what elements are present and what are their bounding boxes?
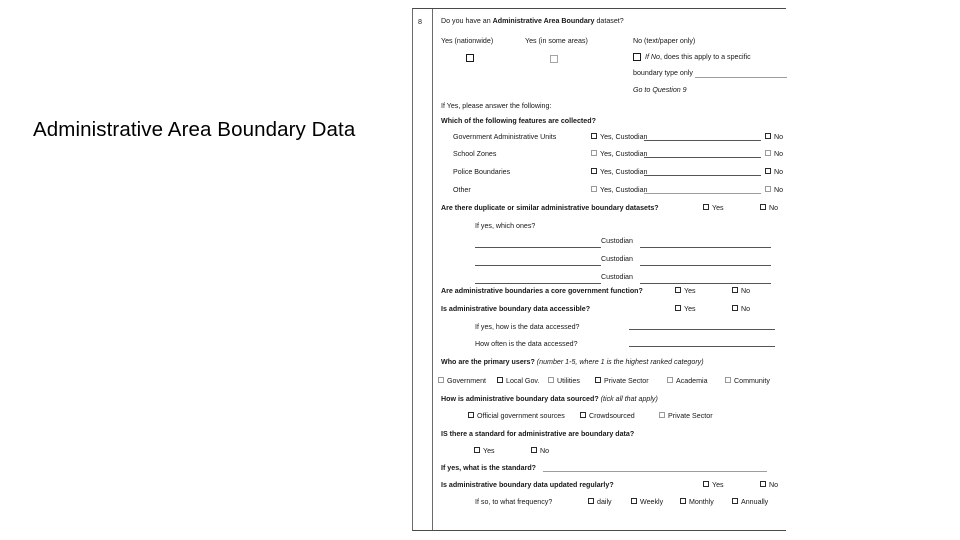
primary-user-label-1: Local Gov. bbox=[506, 377, 540, 385]
feature-label-0: Government Administrative Units bbox=[453, 133, 557, 141]
frequency-checkbox-3[interactable] bbox=[732, 498, 738, 504]
duplicate-name-blank-2[interactable] bbox=[475, 283, 601, 284]
feature-yes-label-2: Yes, Custodian bbox=[600, 168, 648, 176]
frequency-checkbox-0[interactable] bbox=[588, 498, 594, 504]
feature-yes-label-1: Yes, Custodian bbox=[600, 150, 648, 158]
question-heading-bold: Administrative Area Boundary bbox=[492, 17, 595, 25]
duplicate-custodian-label-1: Custodian bbox=[601, 255, 633, 263]
duplicate-custodian-label-0: Custodian bbox=[601, 237, 633, 245]
primary-users-question-note: (number 1-5, where 1 is the highest ranked category) bbox=[536, 358, 704, 366]
frequency-label-1: Weekly bbox=[640, 498, 664, 506]
duplicate-custodian-blank-1[interactable] bbox=[640, 265, 771, 266]
feature-label-3: Other bbox=[453, 186, 471, 194]
duplicates-no-checkbox[interactable] bbox=[760, 204, 766, 210]
how-often-label: How often is the data accessed? bbox=[475, 340, 578, 348]
updated-no-checkbox[interactable] bbox=[760, 481, 766, 487]
sourced-label-1: Crowdsourced bbox=[589, 412, 635, 420]
frequency-label: If so, to what frequency? bbox=[475, 498, 553, 506]
sourced-question-main: How is administrative boundary data sourced? bbox=[441, 395, 601, 403]
frequency-label-0: daily bbox=[597, 498, 612, 506]
feature-no-checkbox-3[interactable] bbox=[765, 186, 771, 192]
question-heading bbox=[441, 17, 624, 26]
feature-no-label-2: No bbox=[774, 168, 784, 176]
option-label-yes-some-areas: Yes (in some areas) bbox=[525, 37, 588, 45]
standard-no-checkbox[interactable] bbox=[531, 447, 537, 453]
primary-user-checkbox-0[interactable] bbox=[438, 377, 444, 383]
feature-yes-label-3: Yes, Custodian bbox=[600, 186, 648, 194]
form-table bbox=[412, 8, 786, 531]
if-no-rest: , does this apply to a specific bbox=[659, 53, 751, 61]
sourced-question bbox=[441, 395, 658, 404]
sourced-checkbox-1[interactable] bbox=[580, 412, 586, 418]
primary-user-label-4: Academia bbox=[676, 377, 708, 385]
feature-custodian-blank-1[interactable] bbox=[644, 157, 761, 158]
standard-what-is-blank[interactable] bbox=[543, 471, 767, 472]
frequency-label-2: Monthly bbox=[689, 498, 714, 506]
primary-user-label-3: Private Sector bbox=[604, 377, 649, 385]
features-question: Which of the following features are collected? bbox=[441, 117, 596, 125]
how-accessed-label: If yes, how is the data accessed? bbox=[475, 323, 580, 331]
accessible-yes-checkbox[interactable] bbox=[675, 305, 681, 311]
standard-yes-label: Yes bbox=[483, 447, 495, 455]
sourced-checkbox-2[interactable] bbox=[659, 412, 665, 418]
frequency-label-3: Annually bbox=[741, 498, 769, 506]
feature-yes-checkbox-2[interactable] bbox=[591, 168, 597, 174]
feature-no-checkbox-0[interactable] bbox=[765, 133, 771, 139]
checkbox-if-no-specific-type[interactable] bbox=[633, 53, 641, 61]
sourced-label-2: Private Sector bbox=[668, 412, 713, 420]
core-function-yes-checkbox[interactable] bbox=[675, 287, 681, 293]
primary-user-label-2: Utilities bbox=[557, 377, 580, 385]
option-label-no-text-paper: No (text/paper only) bbox=[633, 37, 696, 45]
frequency-checkbox-1[interactable] bbox=[631, 498, 637, 504]
feature-no-checkbox-1[interactable] bbox=[765, 150, 771, 156]
accessible-no-checkbox[interactable] bbox=[732, 305, 738, 311]
duplicate-name-blank-0[interactable] bbox=[475, 247, 601, 248]
if-no-followup-text bbox=[645, 53, 751, 62]
if-no-italic: If No bbox=[645, 53, 660, 61]
how-accessed-blank[interactable] bbox=[629, 329, 775, 330]
feature-yes-label-0: Yes, Custodian bbox=[600, 133, 648, 141]
goto-question-9: Go to Question 9 bbox=[633, 86, 687, 94]
questionnaire-form-image bbox=[412, 6, 788, 534]
duplicates-no-label: No bbox=[769, 204, 779, 212]
core-function-no-label: No bbox=[741, 287, 751, 295]
primary-users-question-main: Who are the primary users? bbox=[441, 358, 537, 366]
page-title: Administrative Area Boundary Data bbox=[33, 118, 356, 141]
feature-yes-checkbox-1[interactable] bbox=[591, 150, 597, 156]
duplicates-if-yes-label: If yes, which ones? bbox=[475, 222, 536, 230]
accessible-no-label: No bbox=[741, 305, 751, 313]
primary-user-label-5: Community bbox=[734, 377, 770, 385]
feature-no-label-0: No bbox=[774, 133, 784, 141]
primary-user-label-0: Government bbox=[447, 377, 487, 385]
question-heading-prefix: Do you have an bbox=[441, 17, 493, 25]
question-heading-suffix: dataset? bbox=[594, 17, 624, 25]
question-number-column bbox=[413, 9, 433, 530]
feature-yes-checkbox-0[interactable] bbox=[591, 133, 597, 139]
standard-yes-checkbox[interactable] bbox=[474, 447, 480, 453]
updated-question: Is administrative boundary data updated regularly? bbox=[441, 481, 614, 489]
sourced-question-note: (tick all that apply) bbox=[600, 395, 658, 403]
primary-user-checkbox-4[interactable] bbox=[667, 377, 673, 383]
feature-label-2: Police Boundaries bbox=[453, 168, 511, 176]
updated-no-label: No bbox=[769, 481, 779, 489]
feature-yes-checkbox-3[interactable] bbox=[591, 186, 597, 192]
duplicate-name-blank-1[interactable] bbox=[475, 265, 601, 266]
standard-no-label: No bbox=[540, 447, 550, 455]
feature-custodian-blank-0[interactable] bbox=[644, 140, 761, 141]
form-body bbox=[433, 9, 786, 530]
feature-no-label-1: No bbox=[774, 150, 784, 158]
accessible-yes-label: Yes bbox=[684, 305, 696, 313]
if-yes-intro: If Yes, please answer the following: bbox=[441, 102, 552, 110]
feature-no-checkbox-2[interactable] bbox=[765, 168, 771, 174]
checkbox-yes-some-areas[interactable] bbox=[550, 55, 558, 63]
standard-question: IS there a standard for administrative are boundary data? bbox=[441, 430, 635, 438]
checkbox-yes-nationwide[interactable] bbox=[466, 54, 474, 62]
duplicates-yes-checkbox[interactable] bbox=[703, 204, 709, 210]
question-number: 8 bbox=[418, 17, 422, 26]
duplicate-custodian-blank-0[interactable] bbox=[640, 247, 771, 248]
standard-what-is-label: If yes, what is the standard? bbox=[441, 464, 537, 472]
updated-yes-label: Yes bbox=[712, 481, 724, 489]
duplicate-custodian-blank-2[interactable] bbox=[640, 283, 771, 284]
feature-custodian-blank-2[interactable] bbox=[644, 175, 761, 176]
feature-custodian-blank-3[interactable] bbox=[644, 193, 761, 194]
core-function-yes-label: Yes bbox=[684, 287, 696, 295]
duplicates-yes-label: Yes bbox=[712, 204, 724, 212]
primary-user-checkbox-5[interactable] bbox=[725, 377, 731, 383]
updated-yes-checkbox[interactable] bbox=[703, 481, 709, 487]
boundary-type-only-label: boundary type only bbox=[633, 69, 693, 77]
duplicate-custodian-label-2: Custodian bbox=[601, 273, 633, 281]
boundary-type-only-blank[interactable] bbox=[695, 77, 787, 78]
duplicates-question: Are there duplicate or similar administrative boundary datasets? bbox=[441, 204, 659, 212]
option-label-yes-nationwide: Yes (nationwide) bbox=[441, 37, 494, 45]
accessible-question: Is administrative boundary data accessible? bbox=[441, 305, 591, 313]
primary-user-checkbox-3[interactable] bbox=[595, 377, 601, 383]
core-function-question: Are administrative boundaries a core government function? bbox=[441, 287, 643, 295]
frequency-checkbox-2[interactable] bbox=[680, 498, 686, 504]
core-function-no-checkbox[interactable] bbox=[732, 287, 738, 293]
feature-no-label-3: No bbox=[774, 186, 784, 194]
how-often-blank[interactable] bbox=[629, 346, 775, 347]
sourced-checkbox-0[interactable] bbox=[468, 412, 474, 418]
sourced-label-0: Official government sources bbox=[477, 412, 565, 420]
primary-user-checkbox-1[interactable] bbox=[497, 377, 503, 383]
primary-user-checkbox-2[interactable] bbox=[548, 377, 554, 383]
feature-label-1: School Zones bbox=[453, 150, 497, 158]
primary-users-question bbox=[441, 358, 704, 367]
